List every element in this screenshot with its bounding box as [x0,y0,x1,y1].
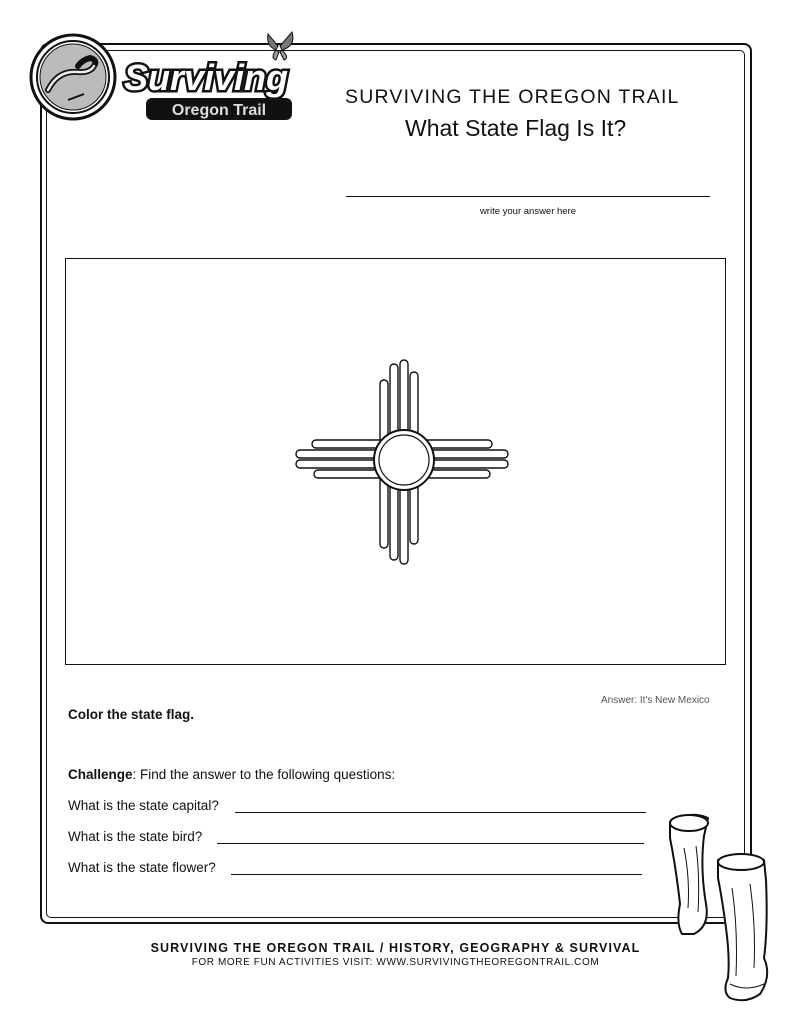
logo [28,30,318,140]
challenge-label: Challenge [68,767,133,782]
zia-sun-symbol [290,352,514,568]
flower-answer-line[interactable] [231,874,642,875]
logo-word-surviving: Surviving [124,57,289,98]
question-capital: What is the state capital? [68,798,219,813]
question-flower: What is the state flower? [68,860,216,875]
answer-note: Answer: It's New Mexico [601,695,710,706]
snake-badge-icon [31,35,115,119]
challenge-text: : Find the answer to the following questions: [132,767,396,782]
logo-word-oregon-trail: Oregon Trail [171,102,267,119]
challenge-prompt [68,767,395,782]
butterfly-icon [268,32,293,60]
bird-answer-line[interactable] [217,843,644,844]
footer-url: FOR MORE FUN ACTIVITIES VISIT: WWW.SURVIVINGTHEOREGONTRAIL.COM [191,957,600,968]
capital-answer-line[interactable] [235,812,646,813]
page-header-title: SURVIVING THE OREGON TRAIL [345,86,680,108]
page-title: What State Flag Is It? [405,115,627,141]
footer-title: SURVIVING THE OREGON TRAIL / HISTORY, GEOGRAPHY & SURVIVAL [150,941,641,955]
boots-icon [660,808,780,1008]
answer-line[interactable] [346,196,710,197]
question-bird: What is the state bird? [68,829,203,844]
answer-hint: write your answer here [479,206,577,217]
color-instruction: Color the state flag. [68,707,195,722]
